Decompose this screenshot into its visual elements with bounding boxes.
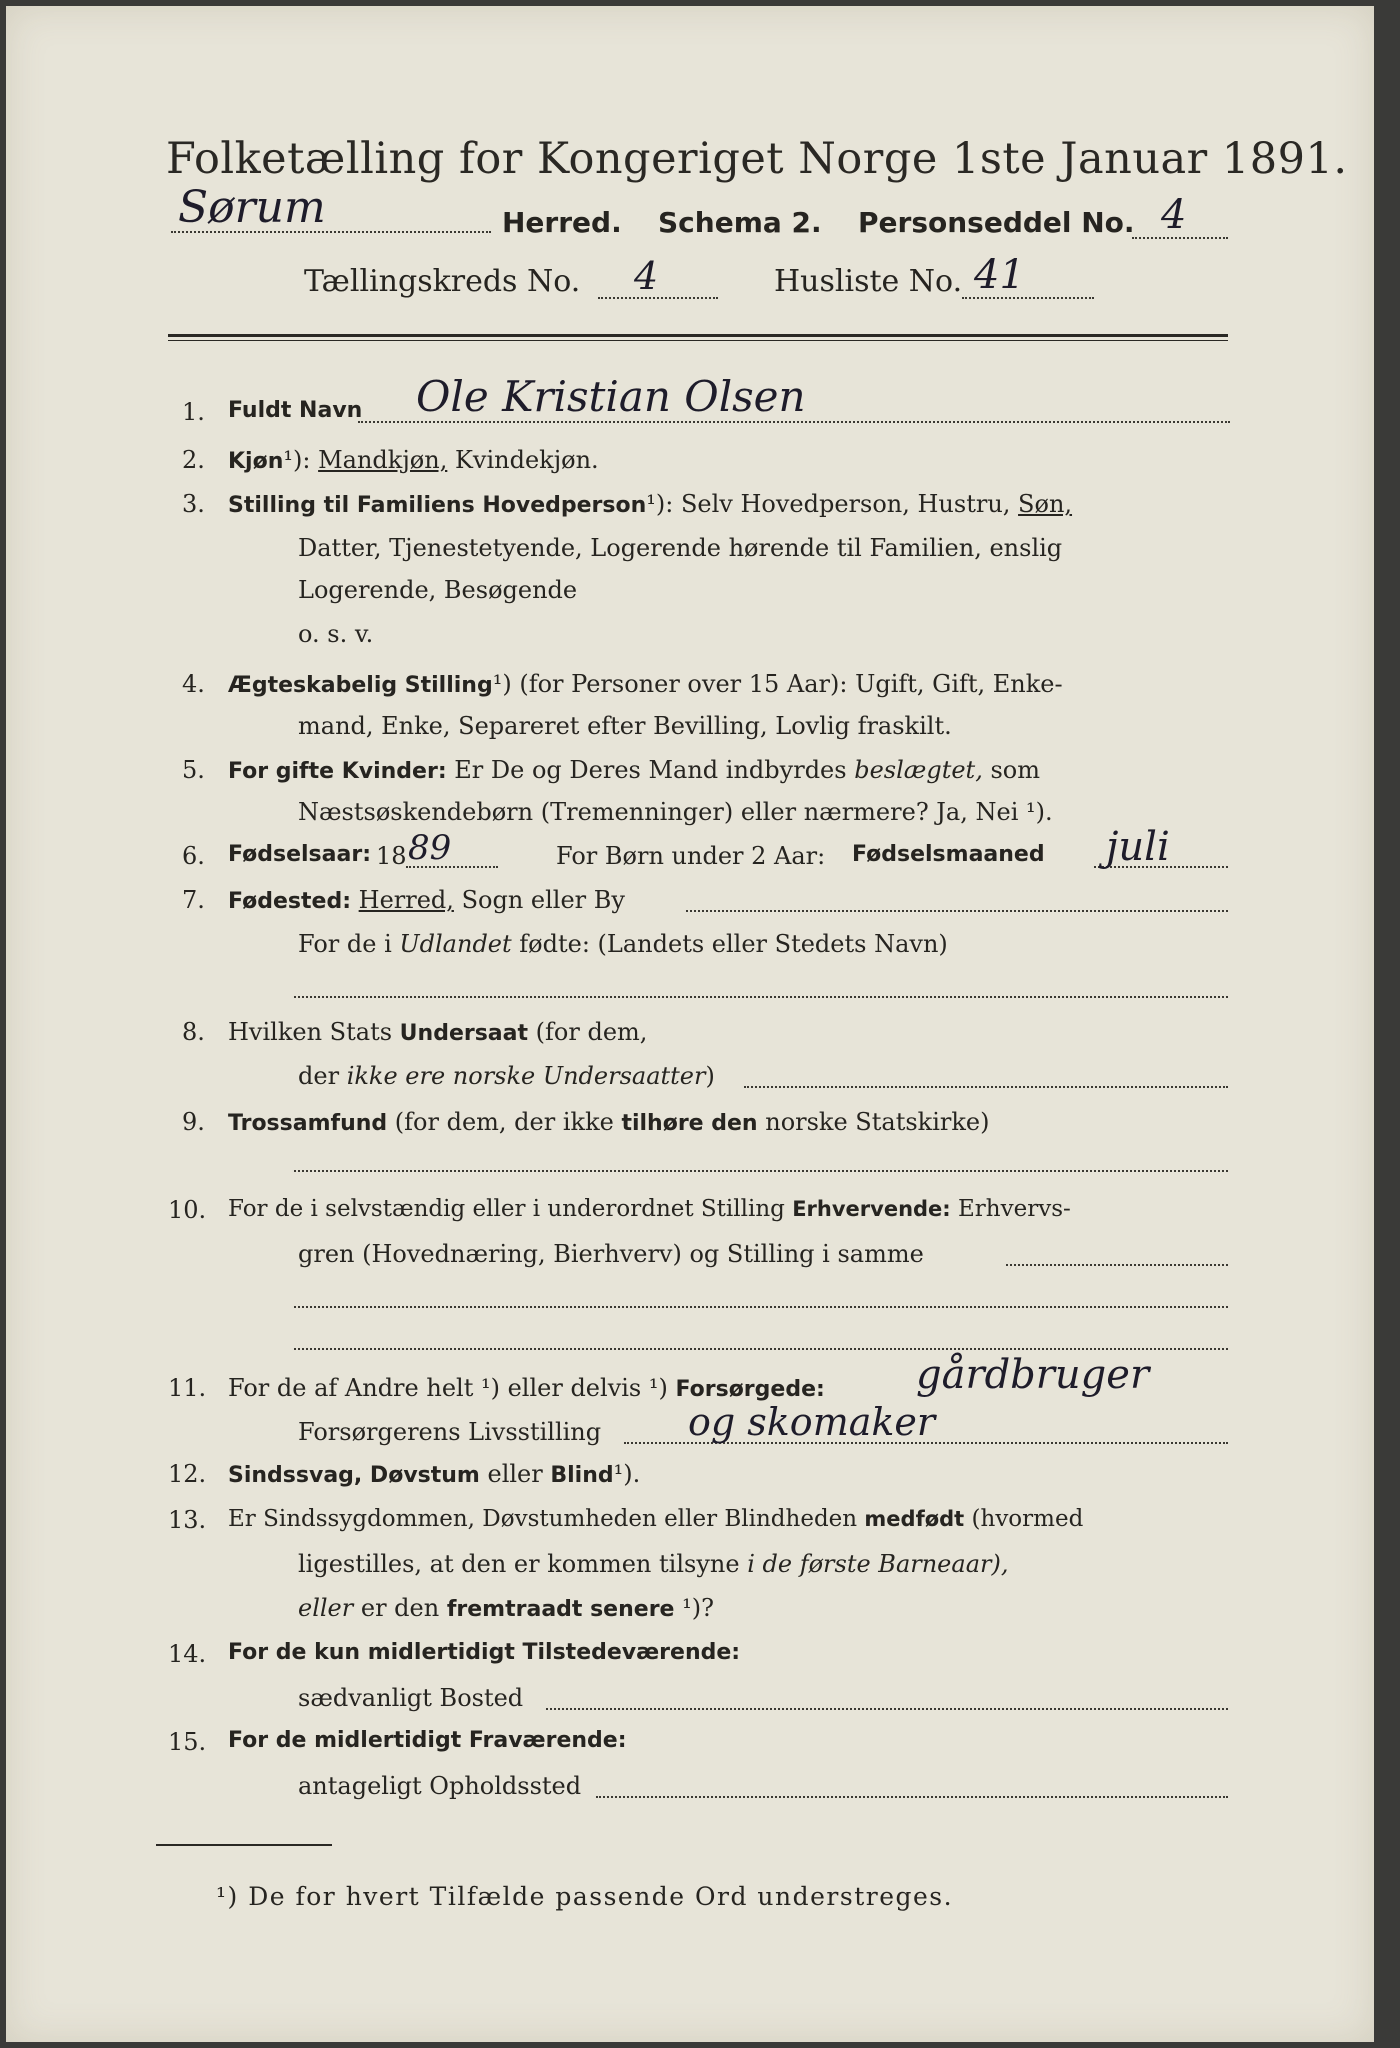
item-8-line-1 [228,1018,647,1046]
item-7-dotted-line-2 [294,996,1228,998]
item-11-livsstilling-value: og skomaker [688,1400,936,1444]
item-14-line-2: sædvanligt Bosted [298,1684,524,1712]
item-2-option-kvindekjon: Kvindekjøn. [454,446,599,474]
item-9-label: Trossamfund [228,1111,388,1136]
item-6-month-value: juli [1106,824,1170,870]
herred-label: Herred. [502,206,622,239]
item-3-option-son: Søn, [1018,490,1073,518]
item-11-label: Forsørgede: [675,1377,825,1402]
item-13-text-e: i de første Barneaar), [747,1550,1009,1578]
item-5-text-b: beslægtet, [854,756,983,784]
form-title: Folketælling for Kongeriget Norge 1ste Januar 1891. [166,134,1348,184]
item-8-text-d: der [298,1062,340,1090]
item-7-label: Fødested: [228,889,351,914]
item-11-text-a: For de af Andre helt ¹) eller delvis ¹) [228,1374,668,1402]
item-12-sup: ¹). [613,1460,641,1488]
husliste-label: Husliste No. [774,264,963,299]
item-12-label-2: Blind [550,1463,614,1488]
kreds-value: 4 [634,254,659,298]
item-13-label: medfødt [864,1507,965,1531]
item-3-sup: ¹): [646,490,674,518]
item-3-number: 3. [182,490,205,518]
item-4-sup: ¹) [492,670,512,698]
item-10-text-a: For de i selvstændig eller i underordnet Stilling [228,1196,785,1222]
kreds-label: Tællingskreds No. [304,264,581,299]
item-4-number: 4. [182,670,205,698]
item-8-label: Undersaat [399,1021,529,1046]
item-2-sup: ¹): [283,446,311,474]
item-13-text-i: ¹)? [682,1594,714,1622]
item-7-line-2 [298,930,948,958]
item-12-mid: eller [487,1460,543,1488]
item-13-text-f: eller [298,1594,354,1622]
item-5-number: 5. [182,756,205,784]
item-7-rest: Sogn eller By [461,886,625,914]
item-3-line-4: o. s. v. [298,620,374,648]
item-1-dotted-line [358,421,1230,423]
item-11-number: 11. [168,1374,207,1402]
item-5-line-1 [228,756,1040,784]
item-2-number: 2. [182,446,205,474]
item-3-label: Stilling til Familiens Hovedperson [228,493,647,518]
item-13-text-c: (hvormed [971,1506,1084,1532]
item-11-forsorgede-value: gårdbruger [916,1352,1150,1398]
item-9-number: 9. [182,1108,205,1136]
item-13-line-3 [298,1594,714,1622]
item-15-number: 15. [168,1728,207,1756]
item-7-text-b: Udlandet [399,930,512,958]
item-7-text-a: For de i [298,930,392,958]
item-5-label: For gifte Kvinder: [228,759,447,784]
item-10-dotted-line-2 [294,1306,1228,1308]
item-9-line-1 [228,1108,989,1136]
item-8-text-a: Hvilken Stats [228,1018,393,1046]
item-4-options-a: (for Personer over 15 Aar): Ugift, Gift, Enke- [519,670,1063,698]
item-6-label: Fødselsaar: [228,842,371,867]
item-5-line-2: Næstsøskendebørn (Tremenninger) eller nærmere? Ja, Nei ¹). [298,798,1053,826]
personseddel-label: Personseddel No. [858,206,1135,239]
item-7-number: 7. [182,886,205,914]
item-2-option-mandkjon: Mandkjøn, [318,446,448,474]
item-12-number: 12. [168,1460,207,1488]
husliste-value: 41 [974,252,1025,298]
item-15-dotted-line [596,1796,1228,1798]
item-12-line [228,1460,640,1488]
item-10-dotted-line-3 [294,1348,1228,1350]
schema-label: Schema 2. [658,206,822,239]
item-10-line-1 [228,1196,1071,1222]
item-9-dotted-line [294,1170,1228,1172]
item-11-line-2: Forsørgerens Livsstilling [298,1418,602,1446]
item-7-line-1 [228,886,625,914]
item-4-line-2: mand, Enke, Separeret efter Bevilling, Lovlig fraskilt. [298,712,952,740]
item-15-line-2: antageligt Opholdssted [298,1772,582,1800]
item-8-line-2 [298,1062,715,1090]
item-8-number: 8. [182,1018,205,1046]
item-9-text-c: norske Statskirke) [765,1108,990,1136]
census-form-sheet [6,6,1374,2042]
item-1-label: Fuldt Navn [228,398,363,423]
herred-value: Sørum [178,182,326,233]
item-10-line-2: gren (Hovednæring, Bierhverv) og Stilling i samme [298,1240,924,1268]
item-4-line-1 [228,670,1063,698]
item-1-number: 1. [182,398,205,426]
item-6-year-prefix: 18 [376,842,407,870]
item-5-text-a: Er De og Deres Mand indbyrdes [454,756,847,784]
footnote-rule [156,1844,332,1846]
item-8-text-c: (for dem, [535,1018,648,1046]
header-rule-bottom [168,340,1228,341]
item-7-dotted-line [686,910,1228,912]
item-14-number: 14. [168,1640,207,1668]
item-3-line-1 [228,490,1072,518]
item-13-text-g: er den [360,1594,440,1622]
item-12-label: Sindssvag, Døvstum [228,1463,480,1488]
item-15-label: For de midlertidigt Fraværende: [228,1728,627,1753]
item-4-label: Ægteskabelig Stilling [228,673,493,698]
item-2-label: Kjøn [228,449,284,474]
item-2-line [228,446,599,474]
item-8-text-f: ) [705,1062,715,1090]
item-13-text-a: Er Sindssygdommen, Døvstumheden eller Blindheden [228,1506,858,1532]
item-14-dotted-line [546,1708,1228,1710]
item-13-text-d: ligestilles, at den er kommen tilsyne [298,1550,740,1578]
item-10-dotted-line [1006,1264,1228,1266]
item-13-line-1 [228,1506,1083,1532]
item-14-label: For de kun midlertidigt Tilstedeværende: [228,1640,741,1665]
item-13-line-2 [298,1550,1008,1578]
item-9-text-a: (for dem, der ikke [394,1108,614,1136]
item-8-dotted-line [744,1086,1228,1088]
item-6-mid-text: For Børn under 2 Aar: [556,842,826,870]
item-11-line-1 [228,1374,825,1402]
item-1-name-value: Ole Kristian Olsen [416,372,806,421]
item-10-number: 10. [168,1196,207,1224]
personseddel-value: 4 [1161,192,1187,238]
item-6-year-value: 89 [408,828,452,868]
item-10-label: Erhvervende: [792,1197,951,1221]
item-6-number: 6. [182,842,205,870]
header-rule-top [168,334,1228,337]
footnote: ¹) De for hvert Tilfælde passende Ord understreges. [216,1882,954,1911]
item-7-option-herred: Herred, [358,886,454,914]
item-6-month-label: Fødselsmaaned [852,842,1045,867]
item-3-options-a: Selv Hovedperson, Hustru, [680,490,1011,518]
item-3-line-2: Datter, Tjenestetyende, Logerende hørende til Familien, enslig [298,534,1063,562]
item-3-line-3: Logerende, Besøgende [298,576,578,604]
item-9-text-b: tilhøre den [621,1111,758,1136]
item-13-text-h: fremtraadt senere [446,1597,675,1622]
item-7-text-c: fødte: (Landets eller Stedets Navn) [519,930,948,958]
item-13-number: 13. [168,1506,207,1534]
item-5-text-c: som [990,756,1040,784]
item-10-text-c: Erhvervs- [958,1196,1071,1222]
item-8-text-e: ikke ere norske Undersaatter [346,1062,706,1090]
